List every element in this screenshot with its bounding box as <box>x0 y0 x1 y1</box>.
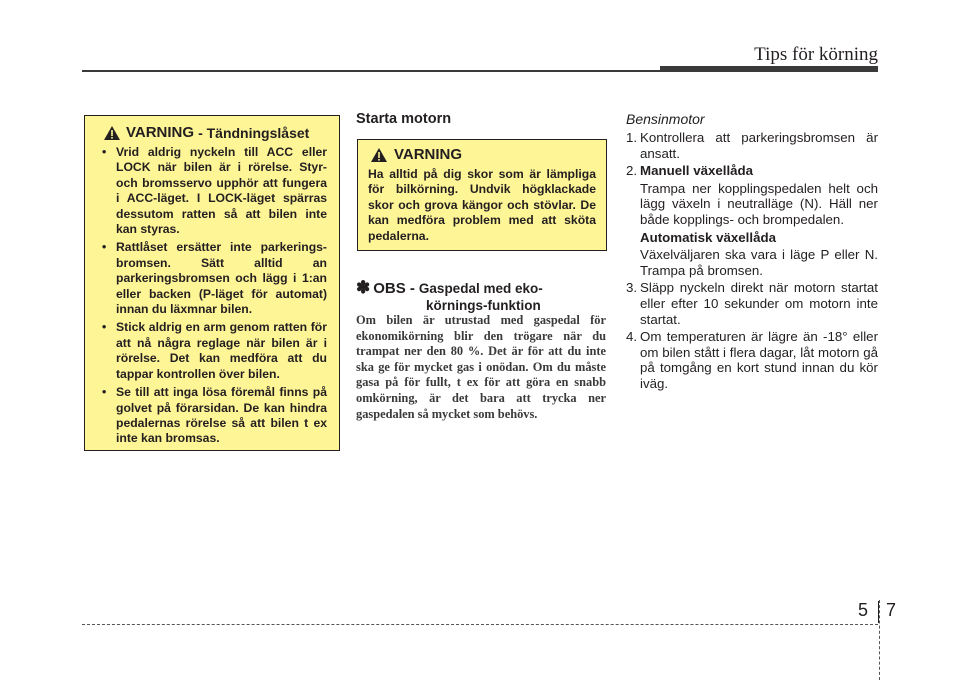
list-item: • Se till att inga lösa föremål finns på golvet på förarsidan. De kan hindra pedalernas rörelse så att bilen t ex inte kan bromsas. <box>99 385 327 447</box>
footer-rule <box>82 624 878 625</box>
warning-heading <box>370 146 596 163</box>
step-number: 3. <box>626 280 638 296</box>
warning-triangle-icon <box>370 147 388 163</box>
obs-label: OBS - <box>373 280 415 297</box>
step-number: 4. <box>626 329 638 345</box>
warning-subtitle: - Tändningslåset <box>198 124 310 141</box>
chapter-number: 5 <box>858 600 869 620</box>
list-item: • Stick aldrig en arm genom ratten för att nå några reglage när bilen är i rörelse. Det kan medföra att du tappar kontrollen över bilen. <box>99 320 327 382</box>
obs-title-line1: Gaspedal med eko- <box>418 281 543 296</box>
header-bar <box>660 66 878 72</box>
subsection-title: Bensinmotor <box>626 111 705 127</box>
step-item <box>626 130 878 161</box>
list-item: • Vrid aldrig nyckeln till ACC eller LOCK när bilen är i rörelse. Styr- och bromsservo upphör att fungera i ACC-läget. I LOCK-läget spärras dessutom ratten så att bilen inte kan styras. <box>99 145 327 237</box>
obs-body-text: Om bilen är utrustad med gaspedal för ekonomikörning blir den trögare när du trampat ner den 80 %. Det är för att du inte ska ge för mycket gas i onödan. Om du måste gasa på för fullt, t ex för att göra en snabb omkörning, är det bara att trycka ner gaspedalen så mycket som behövs. <box>356 313 606 421</box>
step-number: 1. <box>626 130 638 145</box>
step-text: Kontrollera att parkeringsbromsen är ansatt. <box>640 130 878 161</box>
warning-text: Ha alltid på dig skor som är lämpliga för bilkörning. Undvik högklackade skor och grova kängor och stövlar. De kan medföra problem med att sköta pedalerna. <box>368 167 596 243</box>
note-symbol-icon: ✽ <box>356 278 371 297</box>
manual-gearbox-text: Trampa ner kopplingspedalen helt och lägg växeln i neutralläge (N). Häll ner både kopplings- och brompedalen. <box>640 180 878 227</box>
automatic-gearbox-label: Automatisk växellåda <box>640 229 776 245</box>
section-title: Starta motorn <box>356 111 452 127</box>
step-item <box>626 280 878 327</box>
shoe-warning-box <box>357 139 607 251</box>
page-number: 7 <box>886 600 897 620</box>
warning-title: VARNING <box>394 146 463 163</box>
step-number: 2. <box>626 163 638 179</box>
manual-gearbox-label: Manuell växellåda <box>640 163 754 179</box>
obs-title-line2: körnings-funktion <box>426 298 541 313</box>
obs-note-heading <box>356 278 606 313</box>
step-item <box>626 329 878 391</box>
step-item <box>626 163 878 278</box>
list-item: • Rattlåset ersätter inte parkerings- bromsen. Sätt alltid an parkeringsbromsen och lägg i 1:an eller backen (P-läget för automat) innan du läxmnar bilen. <box>99 240 327 317</box>
warning-heading <box>103 124 327 141</box>
start-steps <box>626 130 878 394</box>
page-header-title: Tips för körning <box>754 44 878 65</box>
warning-triangle-icon <box>103 125 121 141</box>
page-number-divider <box>878 601 879 623</box>
ignition-warning-box <box>84 115 340 451</box>
step-text: Om temperaturen är lägre än -18° eller om bilen stått i flera dagar, låt motorn gå på tomgång en kort stund innan du kör iväg. <box>640 329 878 391</box>
footer-vertical-rule <box>879 600 880 680</box>
step-text: Släpp nyckeln direkt när motorn startat eller efter 10 sekunder om motorn inte startat. <box>640 280 878 327</box>
automatic-gearbox-text: Växelväljaren ska vara i läge P eller N. Trampa på bromsen. <box>640 247 878 278</box>
warning-title: VARNING <box>126 124 195 141</box>
warning-list <box>99 145 327 447</box>
